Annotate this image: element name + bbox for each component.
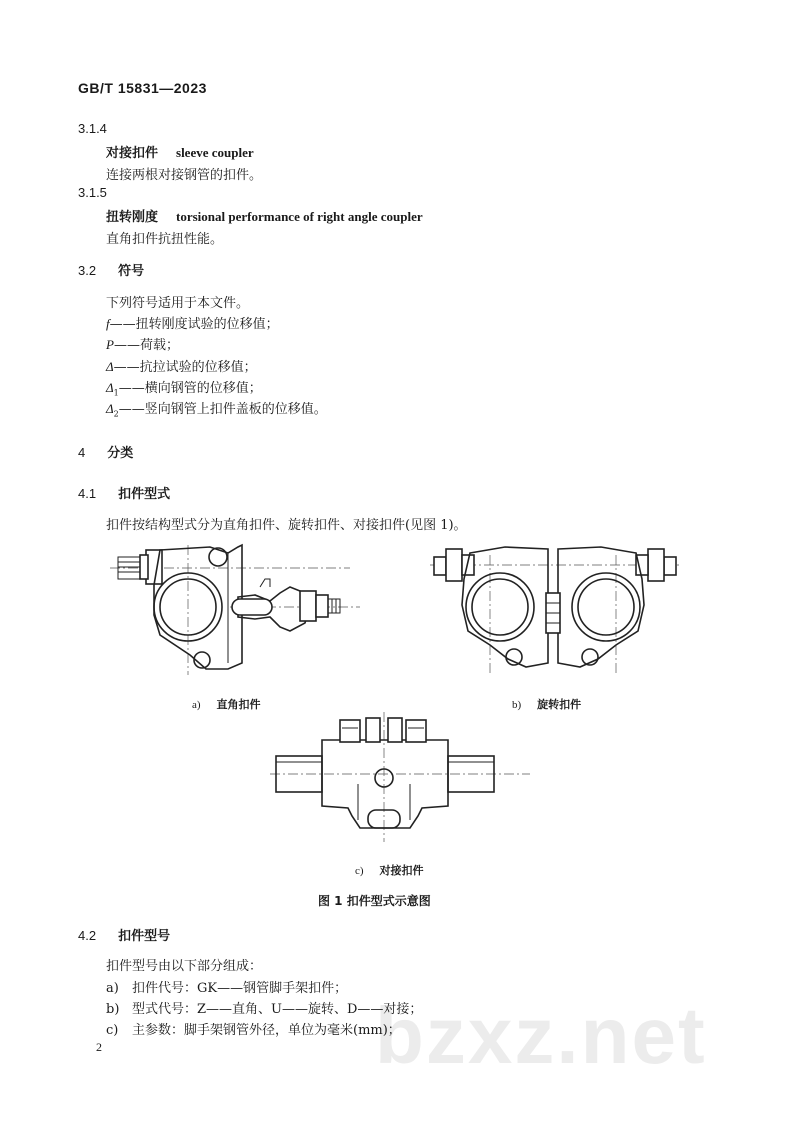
term-number-3-1-5: 3.1.5: [78, 185, 107, 200]
list-label: a): [106, 981, 119, 996]
term-zh: 对接扣件: [106, 146, 159, 161]
symbol-row: [106, 377, 262, 398]
symbol: Δ: [106, 359, 114, 374]
caption-c: [355, 862, 424, 878]
symbol-subscript: 1: [113, 388, 119, 398]
caption-label: a): [192, 699, 201, 711]
term-definition: 连接两根对接钢管的扣件。: [106, 168, 263, 183]
symbol-desc: ——横向钢管的位移值；: [118, 381, 262, 396]
term-number-3-1-4: 3.1.4: [78, 121, 107, 136]
term-3-1-4: [106, 142, 254, 161]
caption-b: [512, 696, 581, 712]
section-title: 分类: [107, 446, 134, 461]
symbol-row: [106, 398, 327, 419]
symbol-subscript: 2: [113, 409, 119, 419]
symbol-desc: ——扭转刚度试验的位移值；: [109, 317, 279, 332]
symbol: P: [106, 337, 114, 352]
symbol-desc: ——抗拉试验的位移值；: [113, 360, 257, 375]
section-number: 3.2: [78, 263, 97, 278]
term-en: sleeve coupler: [176, 145, 254, 160]
section-heading-4-2: [78, 925, 170, 944]
section-heading-4: [78, 442, 133, 461]
standard-number: GB/T 15831—2023: [78, 80, 207, 96]
watermark: bzxz.net: [375, 991, 707, 1080]
symbol: Δ: [106, 401, 114, 416]
list-text: 主参数：脚手架钢管外径，单位为毫米(mm)；: [132, 1023, 401, 1038]
section-number: 4.1: [78, 486, 97, 501]
symbol-desc: ——竖向钢管上扣件盖板的位移值。: [118, 402, 327, 417]
section-4-2-intro: 扣件型号由以下部分组成：: [106, 959, 263, 974]
symbol-row: [106, 356, 257, 375]
list-item: [106, 977, 347, 996]
list-text: 扣件代号：GK——钢管脚手架扣件；: [132, 981, 348, 996]
list-label: b): [106, 1002, 120, 1017]
section-heading-3-2: [78, 260, 144, 279]
symbol-desc: ——荷载；: [113, 338, 179, 353]
caption-text: 旋转扣件: [537, 698, 582, 711]
list-text: 型式代号：Z——直角、U——旋转、D——对接；: [132, 1002, 423, 1017]
caption-a: [192, 696, 261, 712]
symbols-intro: 下列符号适用于本文件。: [106, 296, 250, 311]
caption-text: 对接扣件: [379, 864, 424, 877]
section-number: 4: [78, 445, 86, 460]
symbol-row: [106, 334, 179, 353]
caption-text: 直角扣件: [216, 698, 261, 711]
section-4-1-text: 扣件按结构型式分为直角扣件、旋转扣件、对接扣件(见图 1)。: [106, 518, 467, 533]
caption-label: c): [355, 865, 364, 877]
section-heading-4-1: [78, 483, 170, 502]
symbol-row: [106, 313, 279, 332]
list-label: c): [106, 1023, 119, 1038]
section-number: 4.2: [78, 928, 97, 943]
symbol: f: [106, 316, 110, 331]
page-number: 2: [96, 1040, 102, 1054]
section-title: 扣件型式: [118, 487, 171, 502]
term-3-1-5: [106, 206, 423, 225]
swivel-coupler-drawing: [430, 535, 680, 685]
right-angle-coupler-drawing: [110, 535, 360, 685]
figure-title: 图 1 扣件型式示意图: [318, 894, 431, 908]
list-item: [106, 1019, 401, 1038]
term-definition: 直角扣件抗扭性能。: [106, 232, 224, 247]
caption-label: b): [512, 699, 522, 711]
symbol: Δ: [106, 380, 114, 395]
sleeve-coupler-drawing: [270, 712, 530, 852]
term-en: torsional performance of right angle coupler: [176, 209, 423, 224]
section-title: 扣件型号: [118, 929, 171, 944]
list-item: [106, 998, 422, 1017]
section-title: 符号: [118, 264, 145, 279]
term-zh: 扭转刚度: [106, 210, 159, 225]
